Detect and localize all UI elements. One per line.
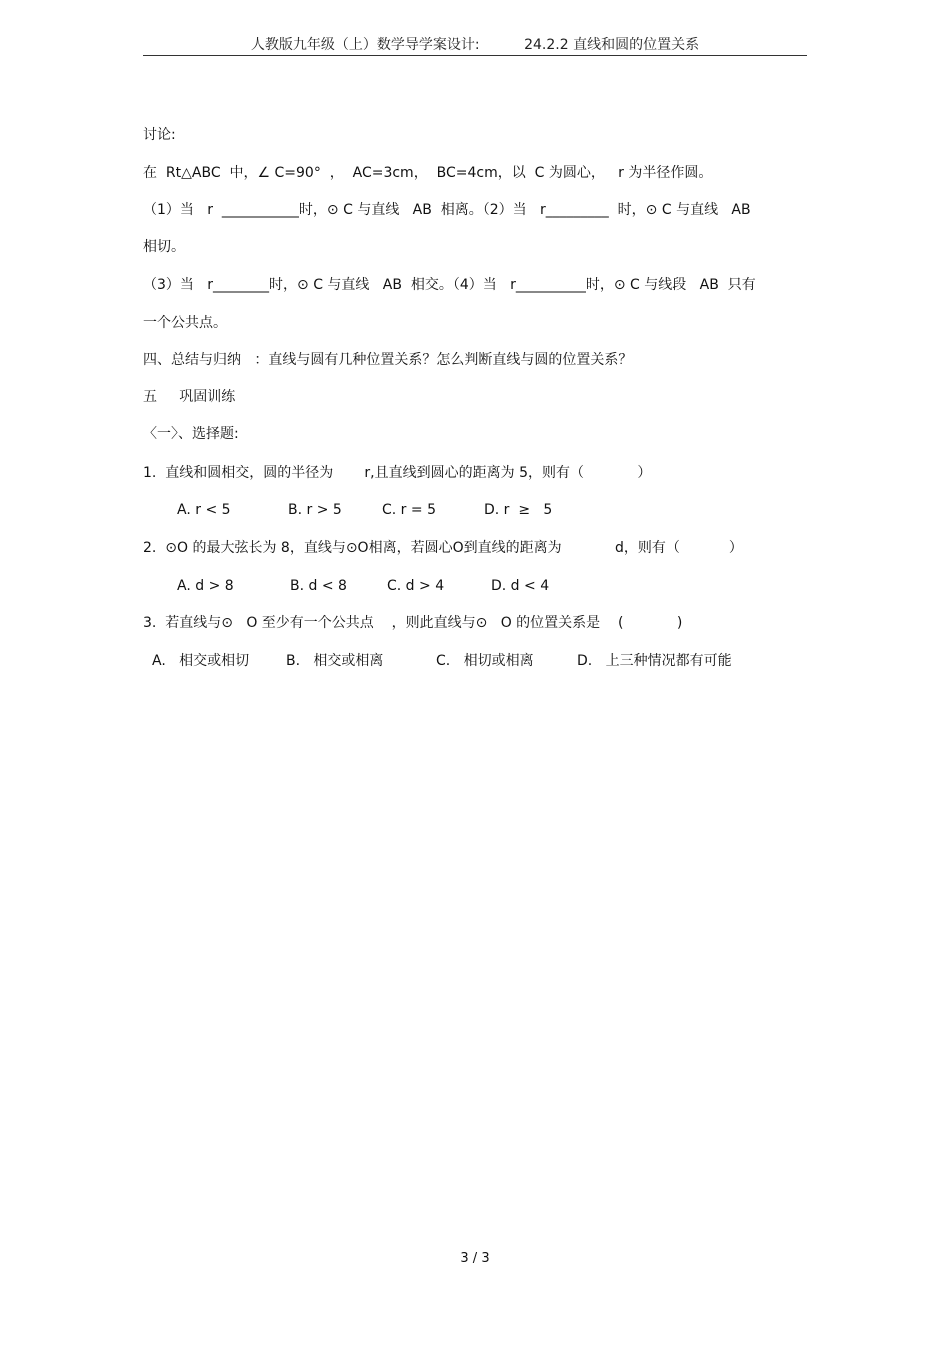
mc-q3-option-b: B. 相交或相离 xyxy=(286,653,384,669)
mc-q3-option-d: D. 上三种情况都有可能 xyxy=(577,653,732,669)
mc-q1-option-a: A. r < 5 xyxy=(177,502,231,518)
question-4-continued: 一个公共点。 xyxy=(143,315,227,331)
section-practice: 五 巩固训练 xyxy=(143,389,236,405)
mc-q2-option-d: D. d < 4 xyxy=(491,578,550,594)
mc-q1-option-b: B. r > 5 xyxy=(288,502,342,518)
mc-question-3: 3. 若直线与⊙ O 至少有一个公共点 ，则此直线与⊙ O 的位置关系是 ( ) xyxy=(143,615,683,631)
page-header: 人教版九年级（上）数学导学案设计: 24.2.2 直线和圆的位置关系 xyxy=(250,37,700,53)
question-2-continued: 相切。 xyxy=(143,239,185,255)
mc-question-2: 2. ⊙O 的最大弦长为 8，直线与⊙O相离，若圆心O到直线的距离为 d，则有（ ） xyxy=(143,540,743,556)
mc-q2-option-c: C. d > 4 xyxy=(387,578,445,594)
section-summary: 四、总结与归纳 ：直线与圆有几种位置关系？怎么判断直线与圆的位置关系？ xyxy=(143,352,633,368)
header-rule xyxy=(143,55,807,56)
page-number: 3 / 3 xyxy=(460,1251,490,1266)
mc-q3-option-a: A. 相交或相切 xyxy=(152,653,250,669)
mc-q2-option-a: A. d > 8 xyxy=(177,578,234,594)
problem-statement: 在 Rt△ABC 中，∠ C=90° ， AC=3cm， BC=4cm，以 C 为圆心， r 为半径作圆。 xyxy=(143,165,713,181)
question-1-2: （1）当 r ___________时，⊙ C 与直线 AB 相离。（2）当 r_________ 时，⊙ C 与直线 AB xyxy=(143,202,751,218)
mc-question-1: 1. 直线和圆相交，圆的半径为 r,且直线到圆心的距离为 5，则有（ ） xyxy=(143,465,652,481)
mc-q1-option-d: D. r ≥ 5 xyxy=(484,502,553,518)
discussion-label: 讨论: xyxy=(143,127,176,143)
question-3-4: （3）当 r________时，⊙ C 与直线 AB 相交。（4）当 r__________时，⊙ C 与线段 AB 只有 xyxy=(143,277,756,293)
mc-q2-option-b: B. d < 8 xyxy=(290,578,347,594)
mc-q1-option-c: C. r = 5 xyxy=(382,502,436,518)
multiple-choice-label: 〈一〉、选择题: xyxy=(143,426,239,442)
mc-q3-option-c: C. 相切或相离 xyxy=(436,653,534,669)
